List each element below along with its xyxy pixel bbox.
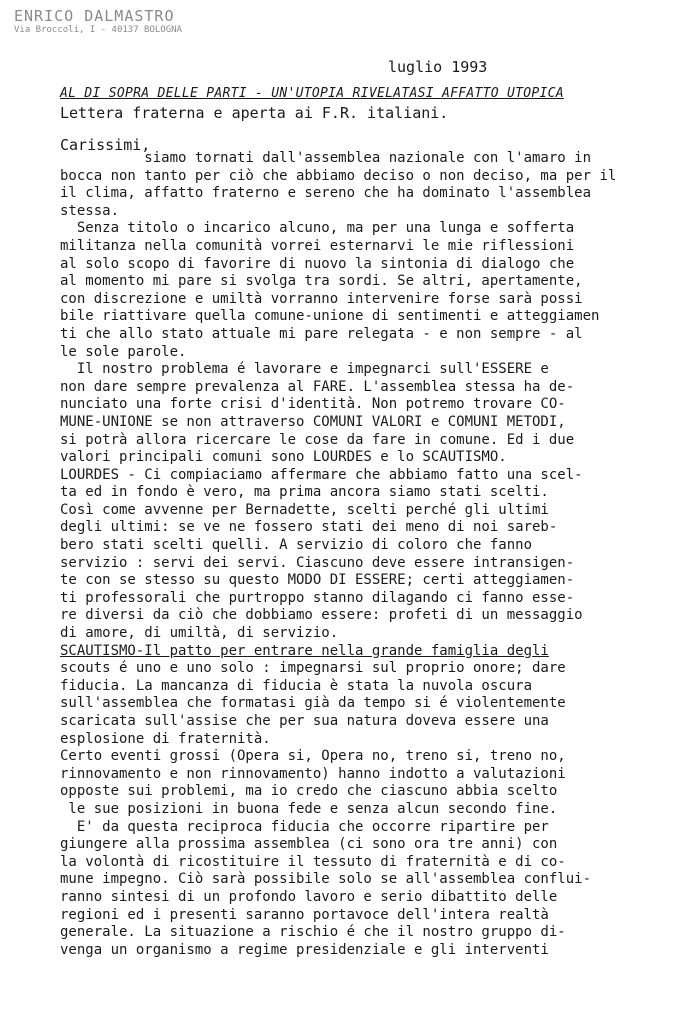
body-line: LOURDES - Ci compiaciamo affermare che abbiamo fatto una scel- (60, 466, 583, 483)
body-line: Certo eventi grossi (Opera si, Opera no, treno si, treno no, (60, 748, 566, 765)
body-line: scaricata sull'assise che per sua natura doveva essere una (60, 713, 549, 729)
body-line: ti professorali che purtroppo stanno dilagando ci fanno esse- (60, 589, 575, 606)
body-line: regioni ed i presenti saranno portavoce dell'intera realtà (60, 906, 549, 923)
body-line: con discrezione e umiltà vorranno intervenire forse sarà possi (60, 290, 583, 307)
body-line: venga un organismo a regime presidenziale e gli interventi (60, 941, 549, 958)
body-line: scouts é uno e uno solo : impegnarsi sul proprio onore; dare (60, 660, 566, 677)
letter-subtitle: Lettera fraterna e aperta ai F.R. italiani. (60, 104, 449, 122)
body-line: E' da questa reciproca fiducia che occorre ripartire per (60, 818, 549, 835)
body-line: Così come avvenne per Bernadette, scelti perché gli ultimi (60, 501, 549, 518)
letter-body (60, 150, 670, 959)
body-line: le sue posizioni in buona fede e senza alcun secondo fine. (60, 800, 558, 817)
body-line: ranno sintesi di un profondo lavoro e serio dibattito delle (60, 888, 558, 905)
body-line: il clima, affatto fraterno e sereno che ha dominato l'assemblea (60, 185, 592, 202)
body-line: fiducia. La mancanza di fiducia è stata la nuvola oscura (60, 677, 533, 694)
body-line: rinnovamento e non rinnovamento) hanno indotto a valutazioni (60, 765, 566, 782)
body-line: te con se stesso su questo MODO DI ESSERE; certi atteggiamen- (60, 572, 575, 589)
body-line: mune impegno. Ciò sarà possibile solo se all'assemblea conflui- (60, 871, 592, 888)
body-line: SCAUTISMO-Il patto per entrare nella grande famiglia degli (60, 642, 549, 659)
body-line: le sole parole. (60, 343, 187, 360)
body-line: opposte sui problemi, ma io credo che ciascuno abbia scelto (60, 783, 558, 800)
body-line: sull'assemblea che formatasi già da tempo si é violentemente (60, 695, 566, 712)
body-line: ti che allo stato attuale mi pare relegata - e non sempre - al (60, 325, 583, 342)
body-line: bero stati scelti quelli. A servizio di coloro che fanno (60, 537, 533, 554)
body-line: Il nostro problema é lavorare e impegnarci sull'ESSERE e (60, 361, 549, 378)
body-line: ta ed in fondo è vero, ma prima ancora siamo stati scelti. (60, 484, 549, 501)
body-line: nunciato una forte crisi d'identità. Non potremo trovare CO- (60, 396, 566, 413)
letter-title: AL DI SOPRA DELLE PARTI - UN'UTOPIA RIVELATASI AFFATTO UTOPICA (60, 86, 564, 101)
body-line: bocca non tanto per ciò che abbiamo deciso o non deciso, ma per il (60, 167, 617, 184)
body-line: si potrà allora ricercare le cose da fare in comune. Ed i due (60, 431, 575, 448)
letter-date: luglio 1993 (388, 58, 488, 76)
body-line: servizio : servi dei servi. Ciascuno deve essere intransigen- (60, 554, 575, 571)
body-line: di amore, di umiltà, di servizio. (60, 625, 339, 642)
body-line: non dare sempre prevalenza al FARE. L'assemblea stessa ha de- (60, 378, 575, 395)
body-line: militanza nella comunità vorrei esternarvi le mie riflessioni (60, 237, 575, 254)
body-line: MUNE-UNIONE se non attraverso COMUNI VALORI e COMUNI METODI, (60, 413, 566, 430)
letterhead-address: Via Broccoli, I - 40137 BOLOGNA (14, 25, 182, 35)
salutation: Carissimi, (60, 136, 151, 154)
body-line: bile riattivare quella comune-unione di sentimenti e atteggiamen (60, 308, 600, 325)
body-line: esplosione di fraternità. (60, 730, 271, 747)
body-line: generale. La situazione a rischio é che il nostro gruppo di- (60, 924, 566, 941)
body-line: al solo scopo di favorire di nuovo la sintonia di dialogo che (60, 255, 575, 272)
body-line: degli ultimi: se ve ne fossero stati dei meno di noi sareb- (60, 519, 558, 536)
body-line: al momento mi pare si svolga tra sordi. Se altri, apertamente, (60, 273, 583, 290)
letterhead (14, 8, 182, 36)
body-line: siamo tornati dall'assemblea nazionale con l'amaro in (60, 150, 592, 166)
body-line: giungere alla prossima assemblea (ci sono ora tre anni) con (60, 836, 558, 853)
body-line: valori principali comuni sono LOURDES e lo SCAUTISMO. (60, 449, 507, 466)
letterhead-name: ENRICO DALMASTRO (14, 7, 175, 25)
body-line: stessa. (60, 202, 120, 219)
body-line: re diversi da ciò che dobbiamo essere: profeti di un messaggio (60, 607, 583, 624)
body-line: Senza titolo o incarico alcuno, ma per una lunga e sofferta (60, 220, 575, 237)
body-line: la volontà di ricostituire il tessuto di fraternità e di co- (60, 853, 566, 870)
